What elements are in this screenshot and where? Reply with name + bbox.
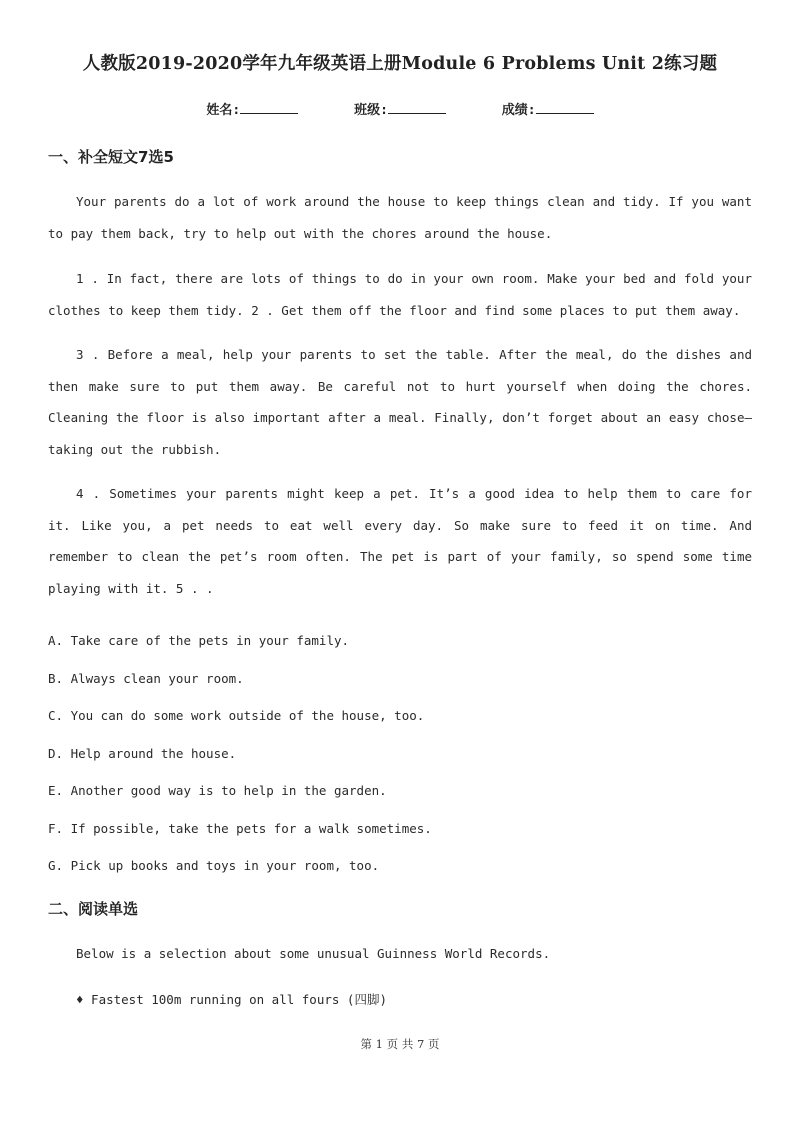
section-2-heading: 二、阅读单选 [48,900,139,918]
option-a: A. Take care of the pets in your family. [48,633,350,648]
page-footer: 第 1 页 共 7 页 [360,1037,440,1051]
class-blank [388,101,446,114]
name-label: 姓名: [206,103,241,118]
passage-paragraph-1: Your parents do a lot of work around the house to keep things clean and tidy. If you want to pay them back, try to help out with the chores around the house. [48,194,752,241]
class-field [354,99,446,118]
option-d: D. Help around the house. [48,746,237,761]
option-e: E. Another good way is to help in the garden. [48,783,387,798]
student-info-line [0,99,800,118]
option-g: G. Pick up books and toys in your room, too. [48,858,380,873]
section-1-heading: 一、补全短文7选5 [48,148,174,166]
page-title: 人教版2019-2020学年九年级英语上册Module 6 Problems Unit 2练习题 [82,54,718,74]
score-blank [536,101,594,114]
class-label: 班级: [354,103,388,118]
name-blank [240,101,298,114]
name-field [206,99,298,118]
option-f: F. If possible, take the pets for a walk sometimes. [48,821,432,836]
passage-paragraph-2: 1 . In fact, there are lots of things to do in your own room. Make your bed and fold your clothes to keep them tidy. 2 . Get them off the floor and find some places to put them away. [48,271,752,318]
score-field [502,99,594,118]
record-item-1: ♦ Fastest 100m running on all fours (四脚) [76,992,387,1007]
passage-paragraph-3: 3 . Before a meal, help your parents to set the table. After the meal, do the dishes and then make sure to put them away. Be careful not to hurt yourself when doing the chores. Cleaning the floor is also important after a meal. Finally, don’t forget about an easy chose—taking out the rubbish. [48,347,752,457]
passage-paragraph-4: 4 . Sometimes your parents might keep a pet. It’s a good idea to help them to care for it. Like you, a pet needs to eat well every day. So make sure to feed it on time. And remember to clean the pet’s room often. The pet is part of your family, so spend some time playing with it. 5 . . [48,486,752,596]
option-b: B. Always clean your room. [48,671,244,686]
option-c: C. You can do some work outside of the house, too. [48,708,425,723]
score-label: 成绩: [501,103,536,118]
reading-intro: Below is a selection about some unusual Guinness World Records. [76,946,551,961]
